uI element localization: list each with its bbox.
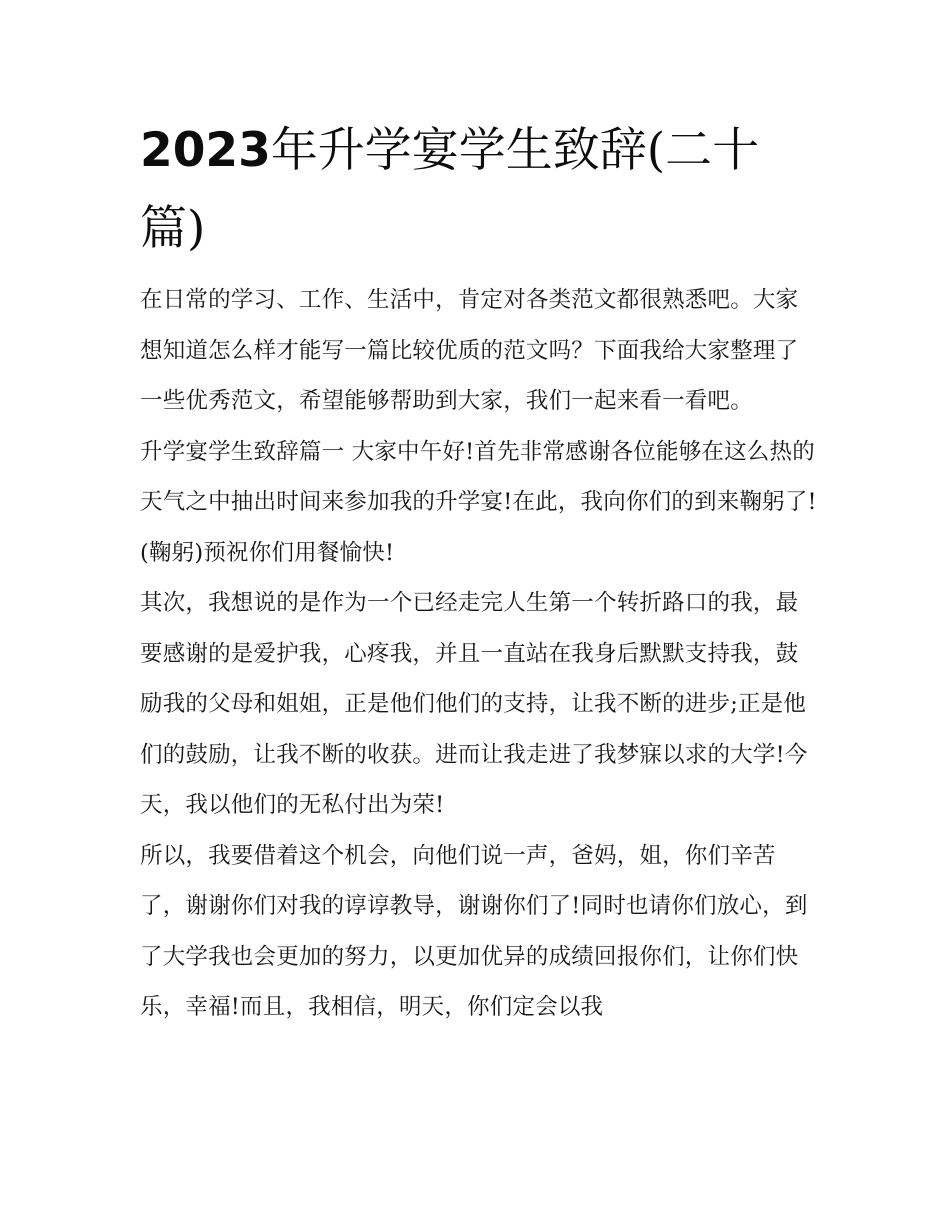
paragraph-speech-promise: 所以，我要借着这个机会，向他们说一声，爸妈，姐，你们辛苦了，谢谢你们对我的谆谆教导，谢谢你们了!同时也请你们放心，到了大学我也会更加的努力，以更加优异的成绩回报你们，让你们快乐，幸福!而且，我相信，明天，你们定会以我 xyxy=(140,842,808,1020)
document-title xyxy=(140,112,820,268)
paragraph-intro: 在日常的学习、工作、生活中，肯定对各类范文都很熟悉吧。大家想知道怎么样才能写一篇比较优质的范文吗？下面我给大家整理了一些优秀范文，希望能够帮助到大家，我们一起来看一看吧。 xyxy=(140,287,799,414)
paragraph-speech-opening: 升学宴学生致辞篇一 大家中午好!首先非常感谢各位能够在这么热的天气之中抽出时间来参加我的升学宴!在此，我向你们的到来鞠躬了!(鞠躬)预祝你们用餐愉快! xyxy=(140,438,817,566)
document-body xyxy=(140,275,820,1033)
title-text: 年升学宴学生致辞(二十篇) xyxy=(140,123,760,256)
title-year: 2023 xyxy=(140,123,271,178)
paragraph-speech-thanks: 其次，我想说的是作为一个已经走完人生第一个转折路口的我，最要感谢的是爱护我，心疼我，并且一直站在我身后默默支持我，鼓励我的父母和姐姐，正是他们他们的支持，让我不断的进步;正是他们的鼓励，让我不断的收获。进而让我走进了我梦寐以求的大学!今天，我以他们的无私付出为荣! xyxy=(140,590,808,818)
